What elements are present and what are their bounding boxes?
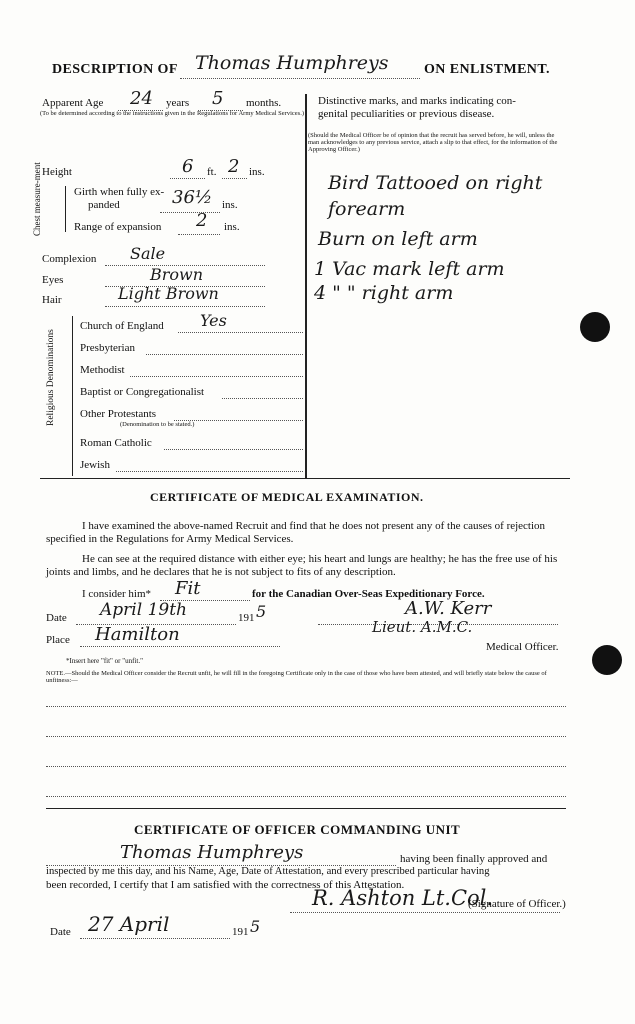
height-label: Height <box>42 166 72 178</box>
years-label: years <box>166 97 190 109</box>
medical-officer-signature: A.W. Kerr <box>405 598 492 619</box>
age-years-value: 24 <box>130 88 153 109</box>
ins-label: ins. <box>249 166 265 178</box>
header-suffix: ON ENLISTMENT. <box>424 62 550 77</box>
commanding-text-2: inspected by me this day, and his Name, Age, Date of Attestation, and every prescribed particular having <box>46 866 490 877</box>
commanding-title: CERTIFICATE OF OFFICER COMMANDING UNIT <box>134 822 461 837</box>
ft-label: ft. <box>207 166 217 178</box>
age-note: (To be determined according to the instructions given in the Regulations for Army Medical Services.) <box>40 110 304 117</box>
girth-label-1: Girth when fully ex- <box>74 186 165 198</box>
complexion-label: Complexion <box>42 253 97 265</box>
religion-label-methodist: Methodist <box>80 364 125 376</box>
religion-label-presbyterian: Presbyterian <box>80 342 135 354</box>
months-label: months. <box>246 97 282 109</box>
unfitness-line-4 <box>46 796 566 797</box>
unfitness-line-1 <box>46 706 566 707</box>
expansion-unit: ins. <box>224 221 240 233</box>
girth-value: 36½ <box>172 187 213 208</box>
religion-label-church-of-england: Church of England <box>80 320 164 332</box>
complexion-value: Sale <box>130 244 166 263</box>
unfitness-line-3 <box>46 766 566 767</box>
consider-suffix: for the Canadian Over-Seas Expeditionary Force. <box>252 588 485 600</box>
commanding-text-3: been recorded, I certify that I am satisfied with the correctness of this Attestation. <box>46 879 405 891</box>
religion-label-baptist: Baptist or Congregationalist <box>80 386 205 398</box>
commanding-date-label: Date <box>50 926 71 938</box>
commanding-name-value: Thomas Humphreys <box>120 842 304 863</box>
religion-label-other-protestants: Other Protestants <box>80 408 157 420</box>
religion-value-church-of-england: Yes <box>200 311 227 330</box>
age-label: Apparent Age <box>42 97 104 109</box>
age-months-value: 5 <box>212 88 224 109</box>
consider-value: Fit <box>175 578 201 599</box>
marks-heading-2: genital peculiarities or previous disease. <box>318 108 495 120</box>
eyes-label: Eyes <box>42 274 64 286</box>
commanding-signature: R. Ashton Lt.Col. <box>312 886 494 910</box>
marks-line-2: forearm <box>328 198 406 220</box>
marks-heading-1: Distinctive marks, and marks indicating con- <box>318 95 516 107</box>
medical-year-prefix: 191 <box>238 612 255 624</box>
punch-hole-bottom <box>592 645 622 675</box>
section-separator-1 <box>40 478 570 479</box>
punch-hole-top <box>580 312 610 342</box>
expansion-value: 2 <box>196 210 208 231</box>
place-value: Hamilton <box>95 624 180 645</box>
medical-footnote: *Insert here "fit" or "unfit." <box>66 657 143 665</box>
religion-group-label: Religious Denominations <box>46 329 56 426</box>
marks-line-3: Burn on left arm <box>318 228 478 250</box>
medical-para-1: I have examined the above-named Recruit and find that he does not present any of the causes of rejection specified in the Regulations for Army Medical Services. <box>46 520 546 545</box>
section-separator-2 <box>46 808 566 809</box>
marks-line-1: Bird Tattooed on right <box>328 172 543 194</box>
girth-unit: ins. <box>222 199 238 211</box>
height-ft-value: 6 <box>182 156 194 177</box>
consider-label: I consider him* <box>82 588 152 600</box>
marks-note: (Should the Medical Officer be of opinion that the recruit has served before, he will, unless the man acknowledges to any previous service, attach a slip to that effect, for the information of the Approving Officer.) <box>308 132 558 153</box>
commanding-year-prefix: 191 <box>232 926 249 938</box>
chest-group-label: Chest measure-ment <box>32 162 42 236</box>
height-in-value: 2 <box>228 156 240 177</box>
medical-date-value: April 19th <box>100 600 187 620</box>
hair-value: Light Brown <box>118 284 219 303</box>
medical-year-suffix: 5 <box>256 602 267 621</box>
medical-note: NOTE.—Should the Medical Officer consider the Recruit unfit, he will fill in the foregoing Certificate only in the case of those who have been attested, and will briefly state below the cause of unfitness:— <box>46 670 547 684</box>
commanding-text-1: having been finally approved and <box>400 853 548 865</box>
eyes-value: Brown <box>150 265 204 284</box>
column-divider <box>305 94 307 478</box>
marks-line-5: 4 " " right arm <box>314 282 454 304</box>
medical-date-label: Date <box>46 612 67 624</box>
header-name: Thomas Humphreys <box>195 52 389 74</box>
commanding-date-value: 27 April <box>88 912 170 936</box>
marks-line-4: 1 Vac mark left arm <box>314 258 505 280</box>
medical-para-2: He can see at the required distance with either eye; his heart and lungs are healthy; he has the free use of his joints and limbs, and he declares that he is not subject to fits of any description. <box>46 553 558 578</box>
religion-label-roman-catholic: Roman Catholic <box>80 437 152 449</box>
medical-officer-rank: Lieut. A.M.C. <box>372 618 473 636</box>
expansion-label: Range of expansion <box>74 221 162 233</box>
religion-label-jewish: Jewish <box>80 459 110 471</box>
commanding-year-suffix: 5 <box>250 917 261 936</box>
medical-officer-label: Medical Officer. <box>486 641 559 653</box>
religion-bracket <box>72 316 73 476</box>
hair-label: Hair <box>42 294 62 306</box>
medical-title: CERTIFICATE OF MEDICAL EXAMINATION. <box>150 490 424 504</box>
religion-note: (Denomination to be stated.) <box>120 421 195 428</box>
place-label: Place <box>46 634 70 646</box>
commanding-signature-label: (Signature of Officer.) <box>468 898 566 910</box>
unfitness-line-2 <box>46 736 566 737</box>
header-prefix: DESCRIPTION OF <box>52 62 178 77</box>
girth-label-2: panded <box>88 199 120 211</box>
chest-bracket <box>65 186 66 232</box>
